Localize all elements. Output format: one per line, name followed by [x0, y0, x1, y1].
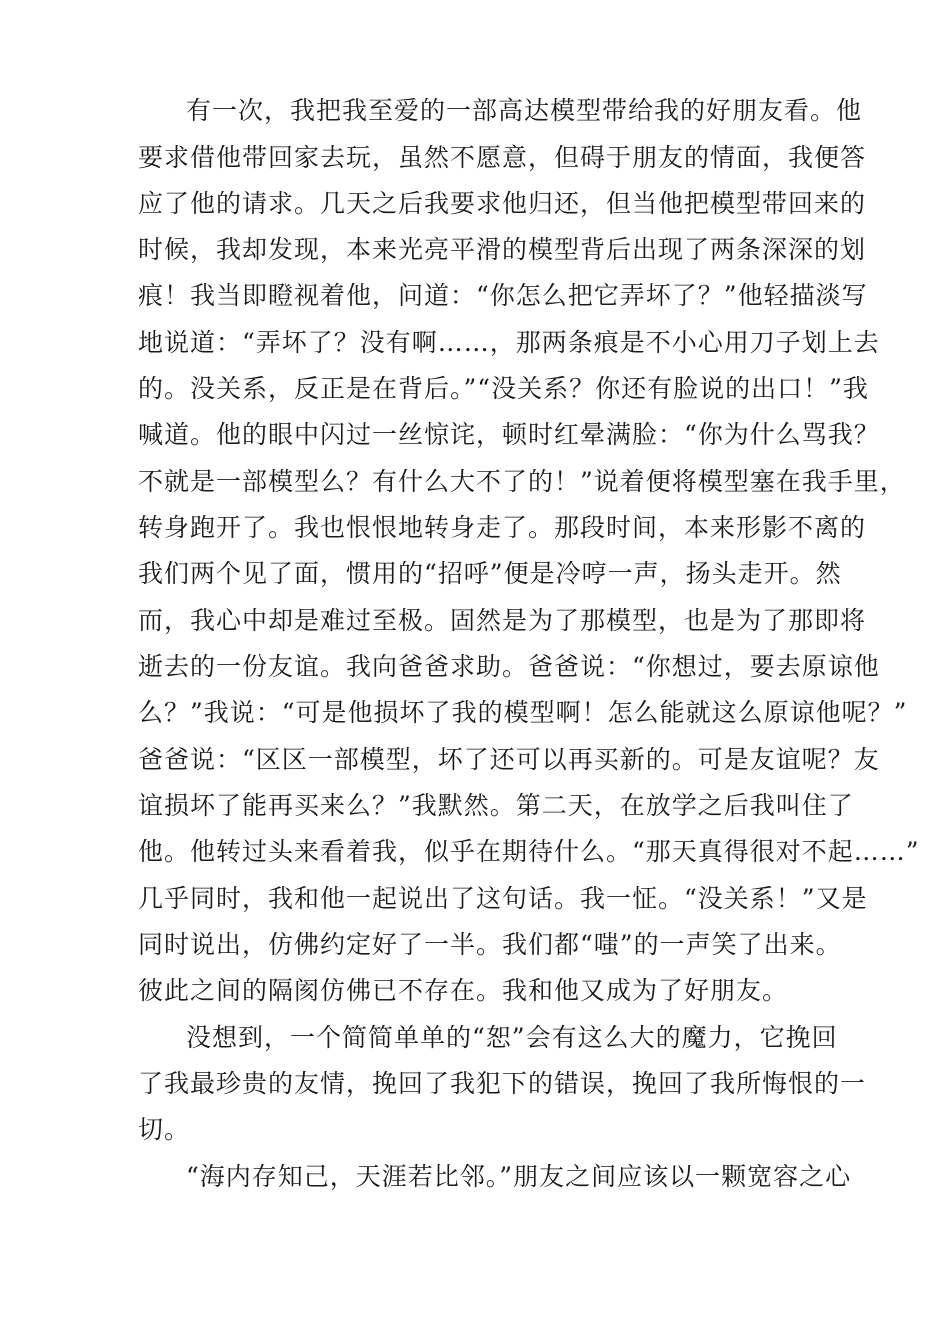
- text-line: 的。没关系，反正是在背后。”“没关系？你还有脸说的出口！”我: [138, 374, 869, 403]
- text-line: 同时说出，仿佛约定好了一半。我们都“嗤”的一声笑了出来。: [138, 930, 842, 959]
- text-line: 逝去的一份友谊。我向爸爸求助。爸爸说：“你想过，要去原谅他: [138, 652, 880, 681]
- text-line: 喊道。他的眼中闪过一丝惊诧，顿时红晕满脸：“你为什么骂我？: [138, 420, 880, 449]
- text-line: 不就是一部模型么？有什么大不了的！”说着便将模型塞在我手里，: [138, 467, 906, 496]
- text-line: 了我最珍贵的友情，挽回了我犯下的错误，挽回了我所悔恨的一: [138, 1069, 867, 1098]
- text-line: 几乎同时，我和他一起说出了这句话。我一怔。“没关系！”又是: [138, 884, 868, 913]
- text-line: 没想到，一个简简单单的“恕”会有这么大的魔力，它挽回: [186, 1023, 838, 1052]
- text-line: 时候，我却发现，本来光亮平滑的模型背后出现了两条深深的划: [138, 235, 867, 264]
- text-line: 痕！我当即瞪视着他，问道：“你怎么把它弄坏了？”他轻描淡写: [138, 281, 868, 310]
- text-line: 爸爸说：“区区一部模型，坏了还可以再买新的。可是友谊呢？友: [138, 745, 880, 774]
- text-line: 应了他的请求。几天之后我要求他归还，但当他把模型带回来的: [138, 189, 867, 218]
- text-line: 谊损坏了能再买来么？”我默然。第二天，在放学之后我叫住了: [138, 791, 854, 820]
- text-line: 他。他转过头来看着我，似乎在期待什么。“那天真得很对不起……”: [138, 837, 920, 866]
- text-line: 地说道：“弄坏了？没有啊……，那两条痕是不小心用刀子划上去: [138, 328, 880, 357]
- text-line: 我们两个见了面，惯用的“招呼”便是冷哼一声，扬头走开。然: [138, 559, 842, 588]
- text-line: 彼此之间的隔阂仿佛已不存在。我和他又成为了好朋友。: [138, 976, 789, 1005]
- text-line: 么？”我说：“可是他损坏了我的模型啊！怎么能就这么原谅他呢？”: [138, 698, 908, 727]
- text-line: 有一次，我把我至爱的一部高达模型带给我的好朋友看。他: [186, 96, 863, 125]
- text-line: 转身跑开了。我也恨恨地转身走了。那段时间，本来形影不离的: [138, 513, 867, 542]
- text-line: 切。: [138, 1115, 191, 1144]
- text-line: 而，我心中却是难过至极。固然是为了那模型，也是为了那即将: [138, 606, 867, 635]
- text-line: 要求借他带回家去玩，虽然不愿意，但碍于朋友的情面，我便答: [138, 143, 867, 172]
- text-line: “海内存知己，天涯若比邻。”朋友之间应该以一颗宽容之心: [186, 1162, 852, 1191]
